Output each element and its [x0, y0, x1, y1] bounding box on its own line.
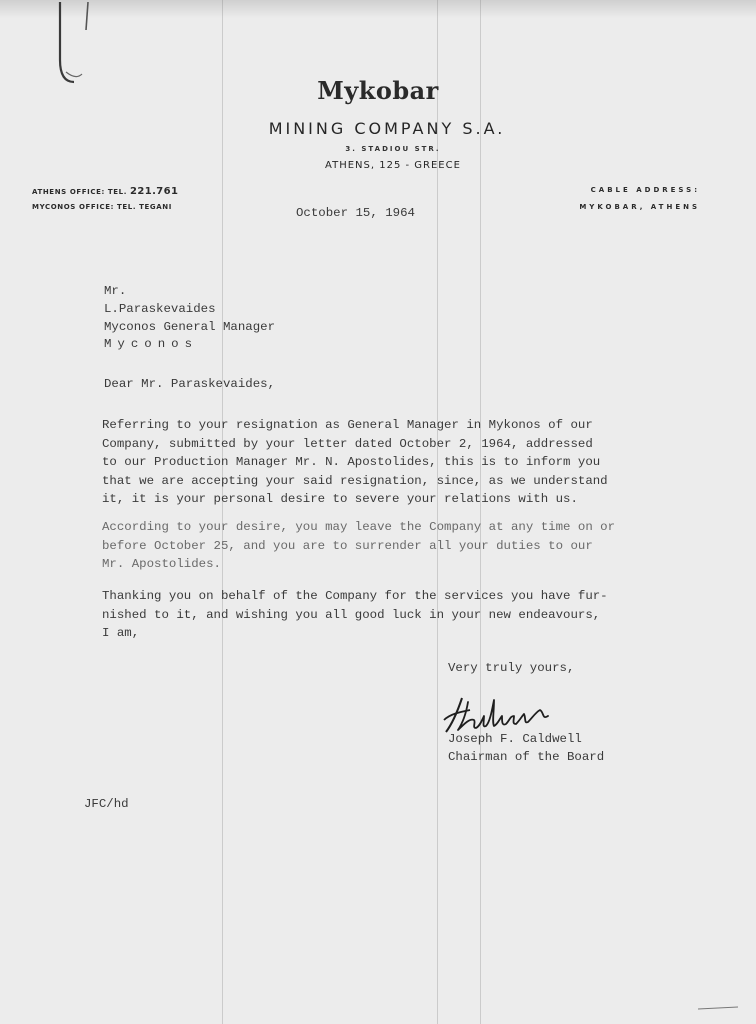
- company-logo: Mykobar: [317, 76, 439, 105]
- body-line: Mr. Apostolides.: [102, 557, 221, 572]
- body-line: According to your desire, you may leave the Company at any time on or: [102, 520, 616, 534]
- scan-edge-shadow: [0, 0, 756, 18]
- cable-address-label: CABLE ADDRESS:: [590, 186, 700, 194]
- fold-line: [480, 0, 481, 1024]
- cable-address: MYKOBAR, ATHENS: [579, 203, 700, 211]
- recipient-line: Myconos: [104, 337, 199, 351]
- signer-title: Chairman of the Board: [448, 750, 605, 764]
- body-paragraph: [102, 416, 662, 509]
- athens-office-label: ATHENS OFFICE: TEL.: [32, 188, 127, 196]
- company-name: MINING COMPANY S.A.: [268, 119, 506, 138]
- athens-office: [32, 186, 178, 197]
- body-line: Referring to your resignation as General Manager in Mykonos of our: [102, 418, 593, 432]
- scan-mark: [698, 1006, 738, 1010]
- body-line: Company, submitted by your letter dated October 2, 1964, addressed: [102, 436, 593, 451]
- body-paragraph: [102, 587, 662, 643]
- recipient-line: Myconos General Manager: [104, 320, 276, 334]
- recipient-line: Mr.: [104, 284, 127, 298]
- salutation: Dear Mr. Paraskevaides,: [104, 377, 276, 391]
- recipient-line: L.Paraskevaides: [104, 302, 216, 316]
- body-line: to our Production Manager Mr. N. Apostolides, this is to inform you: [102, 455, 601, 470]
- handwritten-signature: [440, 690, 560, 738]
- fold-line: [437, 0, 438, 1024]
- body-line: I am,: [102, 626, 140, 641]
- body-line: nished to it, and wishing you all good luck in your new endeavours,: [102, 607, 601, 622]
- letter-date: October 15, 1964: [296, 206, 415, 220]
- company-city: ATHENS, 125 - GREECE: [325, 160, 461, 171]
- body-line: it, it is your personal desire to severe your relations with us.: [102, 492, 578, 507]
- athens-office-tel: 221.761: [130, 186, 179, 197]
- body-line: that we are accepting your said resignation, since, as we understand: [102, 473, 608, 488]
- signer-name: Joseph F. Caldwell: [448, 732, 582, 746]
- typist-initials: JFC/hd: [84, 797, 129, 811]
- body-line: Thanking you on behalf of the Company for the services you have fur-: [102, 589, 608, 603]
- fold-line: [222, 0, 223, 1024]
- myconos-office: MYCONOS OFFICE: TEL. TEGANI: [32, 203, 172, 211]
- closing: Very truly yours,: [448, 661, 575, 675]
- body-line: before October 25, and you are to surrender all your duties to our: [102, 538, 593, 553]
- body-paragraph: [102, 518, 662, 574]
- company-street: 3. STADIOU STR.: [345, 145, 441, 153]
